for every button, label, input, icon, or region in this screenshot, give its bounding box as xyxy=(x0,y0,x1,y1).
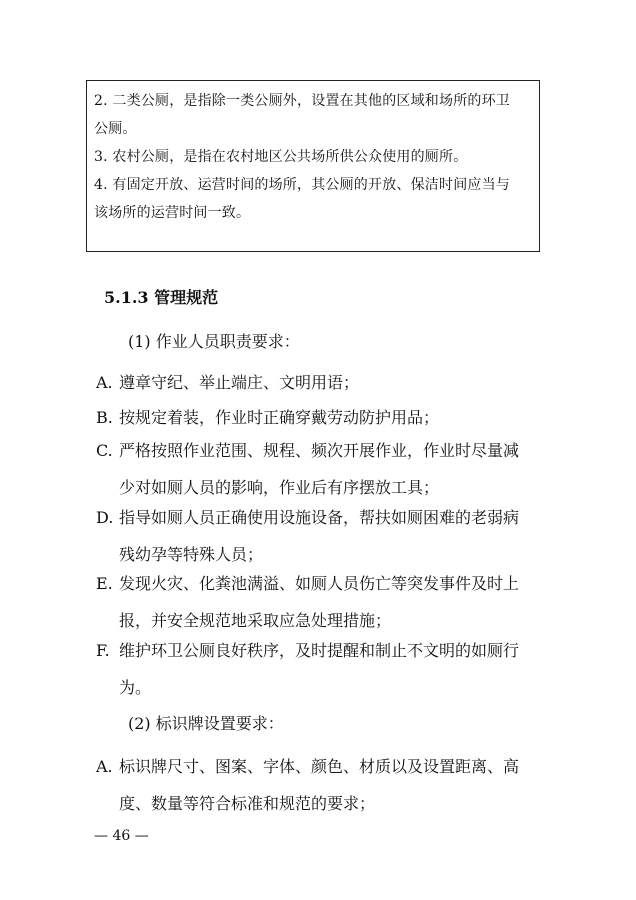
page-number: — 46 — xyxy=(94,828,149,844)
item-text: 维护环卫公厕良好秩序，及时提醒和制止不文明的如厕行 xyxy=(119,641,520,660)
item-text: 按规定着装，作业时正确穿戴劳动防护用品； xyxy=(119,408,440,427)
list-item xyxy=(96,432,546,506)
item-text: 报，并安全规范地采取应急处理措施； xyxy=(119,611,392,630)
note-line: 4. 有固定开放、运营时间的场所，其公厕的开放、保洁时间应当与 xyxy=(94,177,511,193)
section-heading: 5.1.3 管理规范 xyxy=(104,288,219,307)
item-label: B. xyxy=(96,408,113,427)
note-line: 公厕。 xyxy=(94,121,137,137)
item-label: E. xyxy=(96,574,113,593)
list-item xyxy=(96,748,546,822)
list-item xyxy=(96,499,546,573)
item-label: A. xyxy=(96,757,113,776)
subsection-title: (1) 作业人员职责要求： xyxy=(128,332,300,351)
item-text: 残幼孕等特殊人员； xyxy=(119,545,264,564)
item-label: F. xyxy=(96,641,110,660)
list-item xyxy=(96,632,546,706)
item-text: 少对如厕人员的影响，作业后有序摆放工具； xyxy=(119,478,440,497)
item-text: 指导如厕人员正确使用设施设备，帮扶如厕困难的老弱病 xyxy=(119,508,520,527)
item-text: 遵章守纪、举止端庄、文明用语； xyxy=(119,373,360,392)
list-item xyxy=(96,565,546,639)
note-line: 2. 二类公厕，是指除一类公厕外，设置在其他的区域和场所的环卫 xyxy=(94,93,511,109)
note-line: 该场所的运营时间一致。 xyxy=(94,205,251,221)
item-text: 标识牌尺寸、图案、字体、颜色、材质以及设置距离、高 xyxy=(119,757,520,776)
note-line: 3. 农村公厕，是指在农村地区公共场所供公众使用的厕所。 xyxy=(94,149,468,165)
item-text: 为。 xyxy=(119,678,152,697)
subsection-title: (2) 标识牌设置要求： xyxy=(128,714,284,733)
note-box xyxy=(86,80,540,252)
item-label: A. xyxy=(96,373,113,392)
item-label: D. xyxy=(96,508,114,527)
item-text: 发现火灾、化粪池满溢、如厕人员伤亡等突发事件及时上 xyxy=(119,574,520,593)
list-item xyxy=(96,364,546,401)
item-text: 度、数量等符合标准和规范的要求； xyxy=(119,794,376,813)
item-label: C. xyxy=(96,441,113,460)
list-item xyxy=(96,399,546,436)
item-text: 严格按照作业范围、规程、频次开展作业，作业时尽量减 xyxy=(119,441,520,460)
